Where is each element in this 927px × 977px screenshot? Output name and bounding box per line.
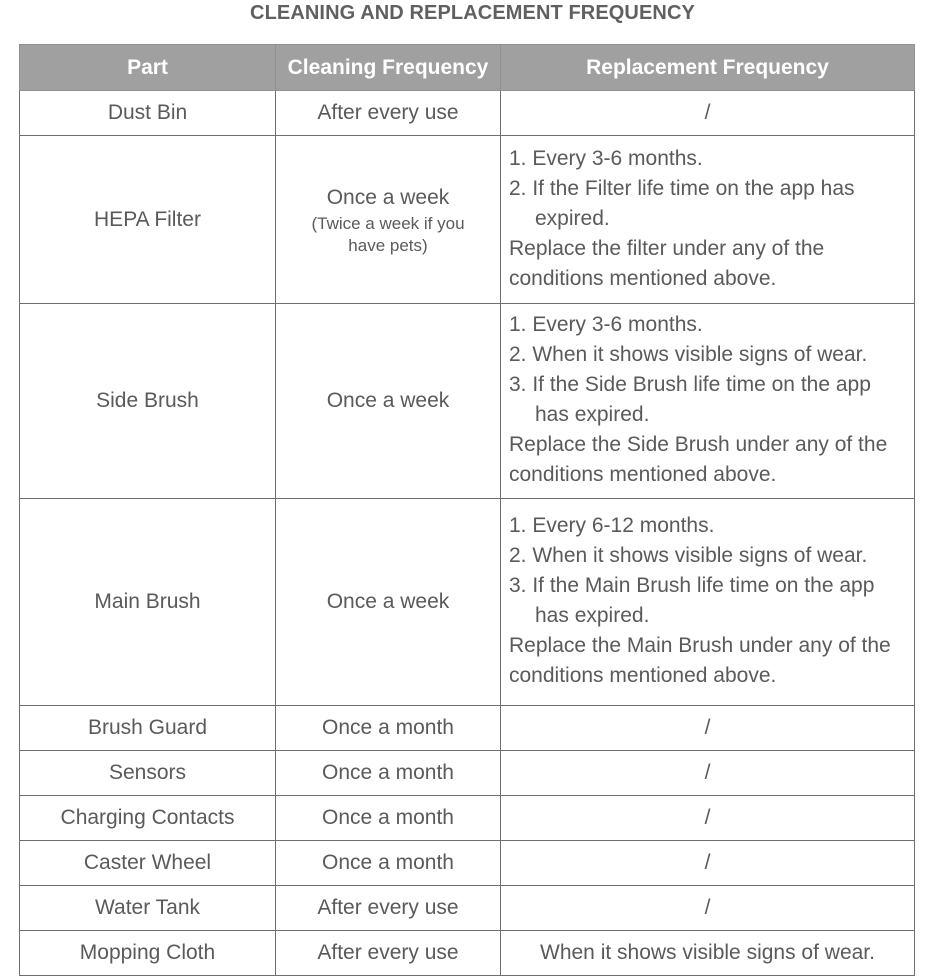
cleaning-cell: Once a month	[276, 751, 501, 796]
table-row	[20, 796, 915, 841]
header-part: Part	[20, 45, 276, 91]
replacement-item: 1. Every 3-6 months.	[509, 313, 703, 336]
frequency-table	[19, 44, 915, 976]
document-title: CLEANING AND REPLACEMENT FREQUENCY	[250, 2, 695, 24]
part-cell: Charging Contacts	[20, 796, 276, 841]
table-row	[20, 841, 915, 886]
table-row	[20, 136, 915, 304]
replacement-cell: /	[501, 91, 915, 136]
table-row	[20, 499, 915, 706]
replacement-note: Replace the Side Brush under any of the conditions mentioned above.	[509, 433, 888, 486]
cleaning-cell	[276, 136, 501, 304]
replacement-cell	[501, 499, 915, 706]
part-cell: Brush Guard	[20, 706, 276, 751]
replacement-item: 3. If the Main Brush life time on the app has expired.	[509, 574, 875, 627]
part-cell: Dust Bin	[20, 91, 276, 136]
cleaning-cell: Once a week	[276, 304, 501, 499]
replacement-cell	[501, 304, 915, 499]
cleaning-cell: Once a month	[276, 841, 501, 886]
cleaning-note: (Twice a week if you have pets)	[311, 213, 465, 255]
cleaning-cell: After every use	[276, 886, 501, 931]
cleaning-cell: After every use	[276, 931, 501, 976]
replacement-cell: When it shows visible signs of wear.	[501, 931, 915, 976]
cleaning-frequency: Once a week	[326, 185, 450, 209]
part-cell: Mopping Cloth	[20, 931, 276, 976]
cleaning-cell: Once a month	[276, 706, 501, 751]
table-row	[20, 706, 915, 751]
cleaning-cell: After every use	[276, 91, 501, 136]
part-cell: Water Tank	[20, 886, 276, 931]
part-cell: Caster Wheel	[20, 841, 276, 886]
table-row	[20, 886, 915, 931]
table-row	[20, 751, 915, 796]
part-cell: HEPA Filter	[20, 136, 276, 304]
replacement-note: Replace the Main Brush under any of the conditions mentioned above.	[509, 634, 891, 687]
header-replacement-frequency: Replacement Frequency	[501, 45, 915, 91]
cleaning-cell: Once a week	[276, 499, 501, 706]
header-cleaning-frequency: Cleaning Frequency	[276, 45, 501, 91]
replacement-note: Replace the filter under any of the conditions mentioned above.	[509, 236, 825, 290]
part-cell: Sensors	[20, 751, 276, 796]
replacement-cell: /	[501, 706, 915, 751]
table-header-row	[20, 45, 915, 91]
replacement-item: 1. Every 6-12 months.	[509, 514, 715, 537]
table-row	[20, 304, 915, 499]
replacement-item: 2. If the Filter life time on the app has expired.	[509, 176, 855, 230]
replacement-cell: /	[501, 751, 915, 796]
replacement-cell: /	[501, 841, 915, 886]
replacement-cell	[501, 136, 915, 304]
part-cell: Main Brush	[20, 499, 276, 706]
table-row	[20, 931, 915, 976]
replacement-item: 1. Every 3-6 months.	[509, 146, 703, 170]
replacement-cell: /	[501, 796, 915, 841]
replacement-item: 2. When it shows visible signs of wear.	[509, 343, 868, 366]
table-row	[20, 91, 915, 136]
part-cell: Side Brush	[20, 304, 276, 499]
replacement-item: 2. When it shows visible signs of wear.	[509, 544, 868, 567]
replacement-item: 3. If the Side Brush life time on the app has expired.	[509, 373, 871, 426]
cleaning-cell: Once a month	[276, 796, 501, 841]
replacement-cell: /	[501, 886, 915, 931]
